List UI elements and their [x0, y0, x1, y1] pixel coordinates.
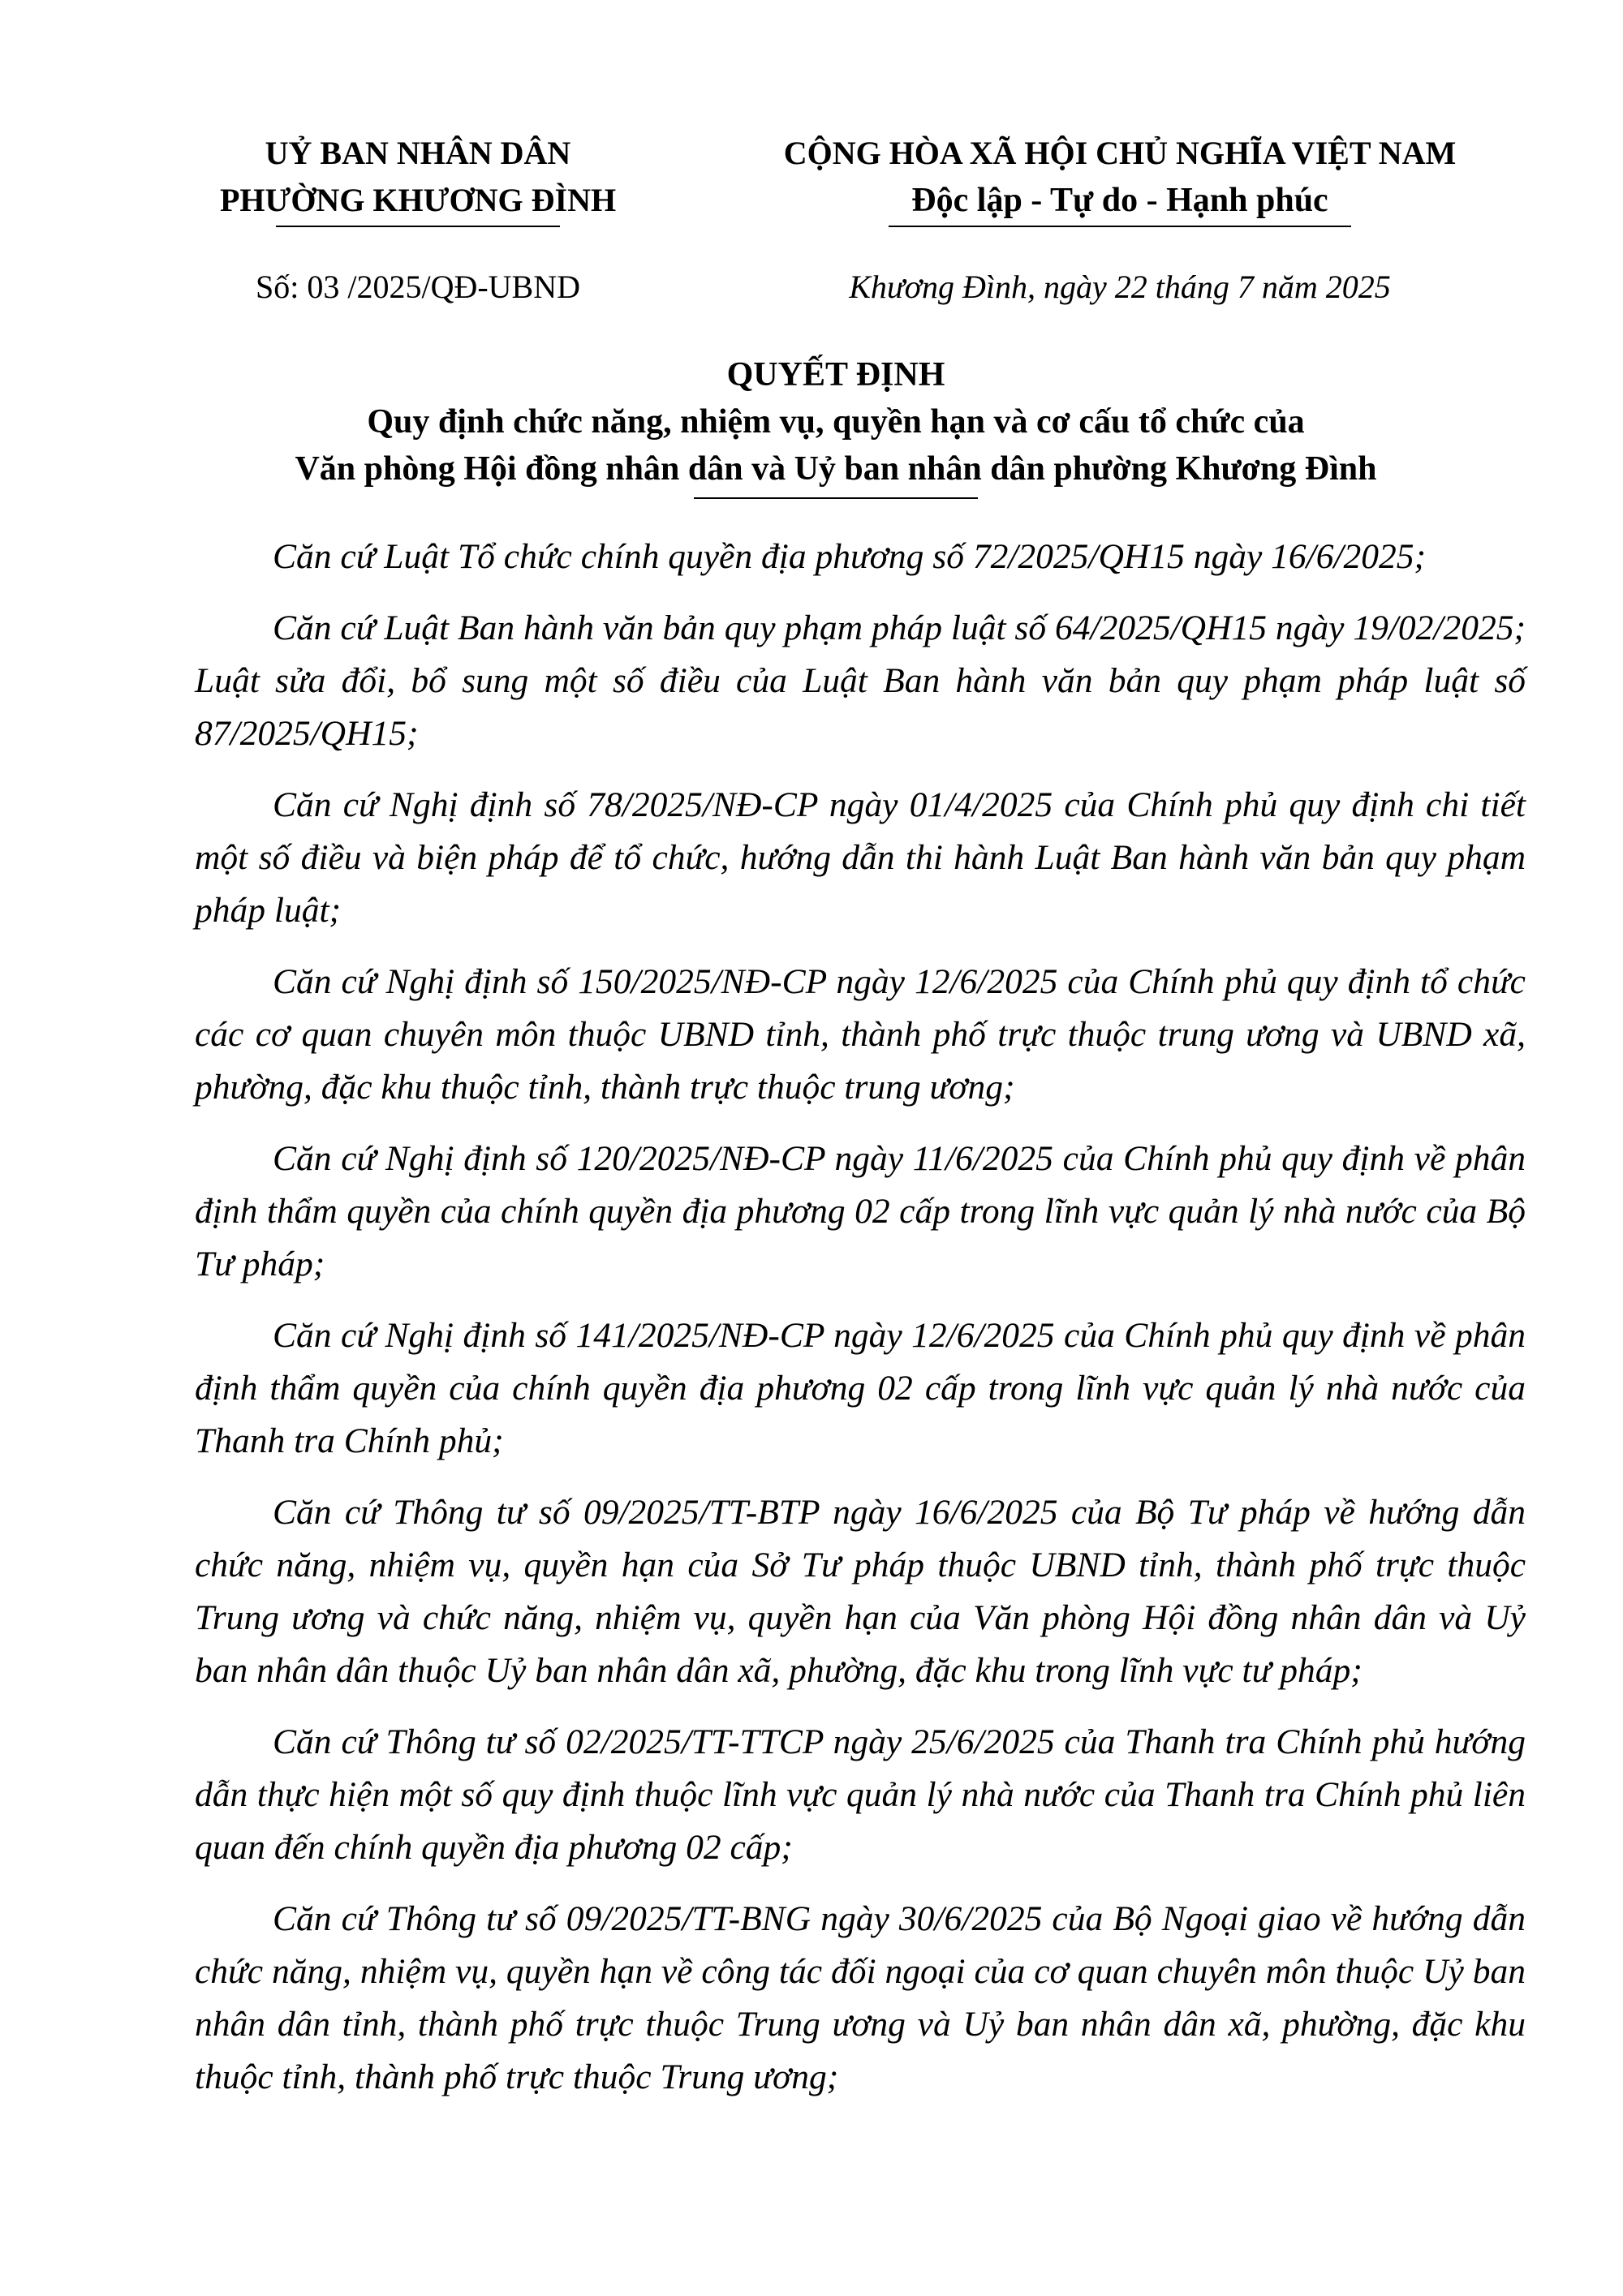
country-name: CỘNG HÒA XÃ HỘI CHỦ NGHĨA VIỆT NAM [783, 135, 1457, 171]
national-header-block [730, 130, 1509, 310]
place-and-date: Khương Đình, ngày 22 tháng 7 năm 2025 [849, 269, 1391, 305]
legal-bases [195, 531, 1526, 2122]
issuing-agency-block [162, 130, 674, 310]
agency-name-line2: PHƯỜNG KHƯƠNG ĐÌNH [219, 182, 617, 218]
legal-basis-8: Căn cứ Thông tư số 02/2025/TT-TTCP ngày 25/6/2025 của Thanh tra Chính phủ hướng dẫn thực hiện một số quy định thuộc lĩnh vực quản lý nhà nước của Thanh tra Chính phủ liên quan đến chính quyền địa phương 02 cấp; [195, 1722, 1526, 1867]
agency-name-line1: UỶ BAN NHÂN DÂN [265, 135, 571, 171]
legal-basis-2: Căn cứ Luật Ban hành văn bản quy phạm pháp luật số 64/2025/QH15 ngày 19/02/2025; Luật sửa đổi, bổ sung một số điều của Luật Ban hành văn bản quy phạm pháp luật số 87/2025/QH15; [195, 608, 1526, 753]
legal-basis-9: Căn cứ Thông tư số 09/2025/TT-BNG ngày 30/6/2025 của Bộ Ngoại giao về hướng dẫn chức năng, nhiệm vụ, quyền hạn về công tác đối ngoại của cơ quan chuyên môn thuộc Uỷ ban nhân dân tỉnh, thành phố trực thuộc Trung ương và Uỷ ban nhân dân xã, phường, đặc khu thuộc tỉnh, thành phố trực thuộc Trung ương; [195, 1899, 1526, 2096]
agency-underline [276, 226, 560, 227]
decision-title-block [162, 351, 1509, 499]
legal-basis-1: Căn cứ Luật Tổ chức chính quyền địa phương số 72/2025/QH15 ngày 16/6/2025; [273, 537, 1427, 576]
motto-underline [889, 226, 1351, 227]
document-number: Số: 03 /2025/QĐ-UBND [255, 269, 581, 305]
legal-basis-5: Căn cứ Nghị định số 120/2025/NĐ-CP ngày 11/6/2025 của Chính phủ quy định về phân định thẩm quyền của chính quyền địa phương 02 cấp trong lĩnh vực quản lý nhà nước của Bộ Tư pháp; [195, 1139, 1526, 1283]
legal-basis-3: Căn cứ Nghị định số 78/2025/NĐ-CP ngày 01/4/2025 của Chính phủ quy định chi tiết một số điều và biện pháp để tổ chức, hướng dẫn thi hành Luật Ban hành văn bản quy phạm pháp luật; [195, 785, 1526, 930]
legal-basis-4: Căn cứ Nghị định số 150/2025/NĐ-CP ngày 12/6/2025 của Chính phủ quy định tổ chức các cơ quan chuyên môn thuộc UBND tỉnh, thành phố trực thuộc trung ương và UBND xã, phường, đặc khu thuộc tỉnh, thành trực thuộc trung ương; [195, 962, 1526, 1107]
legal-basis-7: Căn cứ Thông tư số 09/2025/TT-BTP ngày 16/6/2025 của Bộ Tư pháp về hướng dẫn chức năng, nhiệm vụ, quyền hạn của Sở Tư pháp thuộc UBND tỉnh, thành phố trực thuộc Trung ương và chức năng, nhiệm vụ, quyền hạn của Văn phòng Hội đồng nhân dân và Uỷ ban nhân dân thuộc Uỷ ban nhân dân xã, phường, đặc khu trong lĩnh vực tư pháp; [195, 1493, 1526, 1690]
national-motto: Độc lập - Tự do - Hạnh phúc [911, 182, 1328, 219]
legal-basis-6: Căn cứ Nghị định số 141/2025/NĐ-CP ngày 12/6/2025 của Chính phủ quy định về phân định thẩm quyền của chính quyền địa phương 02 cấp trong lĩnh vực quản lý nhà nước của Thanh tra Chính phủ; [195, 1316, 1526, 1460]
decision-subtitle-line1: Quy định chức năng, nhiệm vụ, quyền hạn và cơ cấu tổ chức của [367, 403, 1305, 441]
title-underline [694, 497, 978, 499]
decision-subtitle-line2: Văn phòng Hội đồng nhân dân và Uỷ ban nhân dân phường Khương Đình [295, 450, 1377, 488]
decision-title: QUYẾT ĐỊNH [726, 356, 945, 393]
